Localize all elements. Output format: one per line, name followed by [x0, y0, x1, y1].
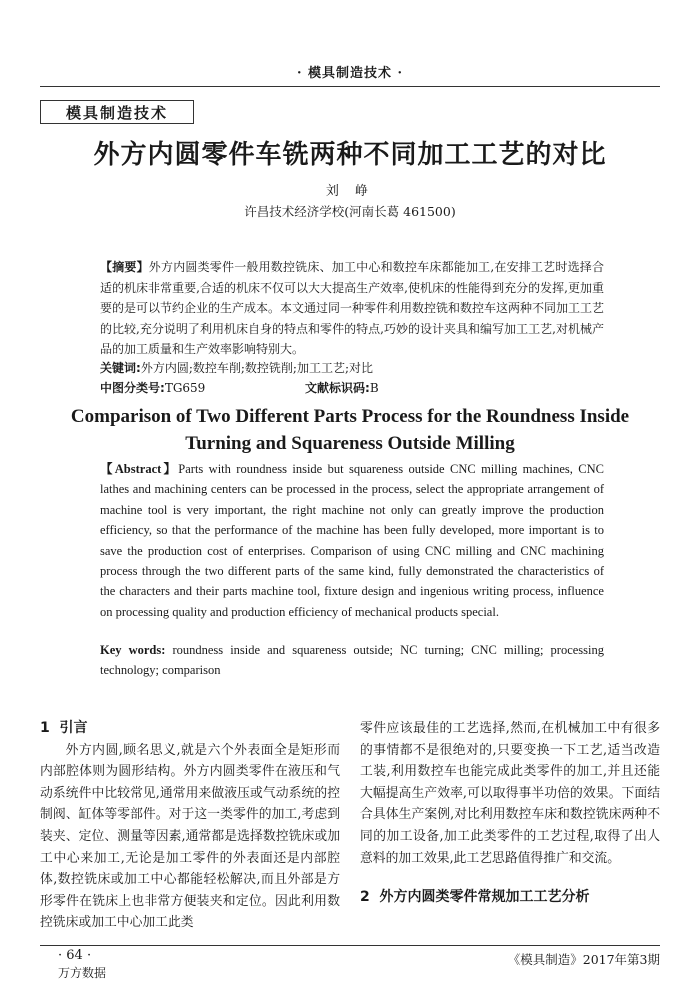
abstract-zh [100, 257, 604, 360]
section-2-heading [360, 887, 660, 909]
abstract-zh-label: 【摘要】 [100, 260, 149, 274]
author: 刘 峥 [325, 184, 375, 199]
article-title-en: Comparison of Two Different Parts Process for the Roundness Inside Turning and Squareness Outside Milling [70, 406, 630, 454]
keywords-zh-label: 关键词: [100, 361, 141, 375]
keywords-zh [100, 359, 604, 376]
clc-value: TG659 [164, 381, 206, 395]
doc-code [305, 379, 379, 396]
classification-line [100, 379, 604, 396]
watermark-text: 万方数据 [58, 966, 107, 980]
column-tag-label: 模具制造技术 [65, 103, 168, 122]
section-1-title: 引言 [59, 720, 88, 736]
clc-label: 中图分类号: [100, 381, 165, 395]
body-column-right [360, 718, 660, 909]
section-1-paragraph-1: 外方内圆,顾名思义,就是六个外表面全是矩形而内部腔体则为圆形结构。外方内圆类零件在液压和气动系统件中比较常见,通常用来做液压或气动系统的控制阀、缸体等零部件。对于这一类零件的加工,考虑到装夹、定位、测量等因素,通常都是选择数控铣床或加工中心来加工,无论是加工零件的外表面还是内部腔体,数控铣床或加工中心都能轻松解决,而且外部是方形零件在铣床上也非常方便装夹和定位。因此利用数控铣床或加工中心加工此类 [40, 742, 340, 931]
running-head: · 模具制造技术 · [296, 66, 404, 81]
header-rule [40, 86, 660, 87]
keywords-en-text: roundness inside and squareness outside; NC turning; CNC milling; processing technology; comparison [100, 643, 605, 678]
section-1-number: 1 [40, 720, 50, 736]
abstract-zh-text: 外方内圆类零件一般用数控铣床、加工中心和数控车床都能加工,在安排工艺时选择合适的机床非常重要,合适的机床不仅可以大大提高生产效率,使机床的性能得到充分的发挥,更加重要的是可以节约企业的生产成本。本文通过同一种零件利用数控铣和数控车这两种不同加工工艺的比较,充分说明了利用机床自身的特点和零件的特点,巧妙的设计夹具和编写加工工艺,对机械产品的加工质量和生产效率影响特别大。 [100, 260, 605, 356]
affiliation: 许昌技术经济学校(河南长葛 461500) [244, 204, 456, 219]
doc-value: B [369, 381, 379, 395]
journal-issue: 《模具制造》2017年第3期 [507, 952, 660, 967]
article-title-zh: 外方内圆零件车铣两种不同加工工艺的对比 [93, 140, 607, 170]
keywords-en [100, 640, 604, 681]
abstract-en-label: 【Abstract】 [100, 462, 179, 476]
body-column-left [40, 718, 340, 934]
section-2-title: 外方内圆类零件常规加工工艺分析 [379, 889, 590, 906]
abstract-en [100, 459, 604, 622]
abstract-en-text: Parts with roundness inside but squareness outside CNC milling machines, CNC lathes and machining centers can be processed in the process, select the appropriate arrangement of machine tool is very important, the right machine not only can greatly improve the production efficiency, so that the performance of the machine has been fully developed, more important is to save the production cost of enterprises. Comparison of using CNC milling and CNC machining process through the two different parts of the same kind, fully demonstrated the characteristics of the characters and their parts machine tool, fixture design and ingenious writing process, influence on processing quality and production efficiency of mechanical products special. [100, 462, 604, 619]
column-tag [40, 100, 194, 124]
keywords-en-label: Key words: [100, 643, 166, 657]
section-1-paragraph-2: 零件应该最佳的工艺选择,然而,在机械加工中有很多的事情都不是很绝对的,只要变换一下工艺,适当改造工装,利用数控车也能完成此类零件的加工,并且还能大幅提高生产效率,可以取得事半功倍的效果。下面结合具体生产案例,对比利用数控车床和数控铣床两种不同的加工设备,加工此类零件的工艺过程,取得了出人意料的加工效果,此工艺思路值得推广和交流。 [360, 721, 660, 866]
doc-label: 文献标识码: [305, 381, 370, 395]
footer-rule [40, 945, 660, 946]
keywords-zh-text: 外方内圆;数控车削;数控铣削;加工工艺;对比 [140, 361, 373, 375]
page-number: · 64 · [58, 948, 92, 963]
section-1-heading [40, 718, 340, 740]
section-2-number: 2 [360, 889, 370, 906]
